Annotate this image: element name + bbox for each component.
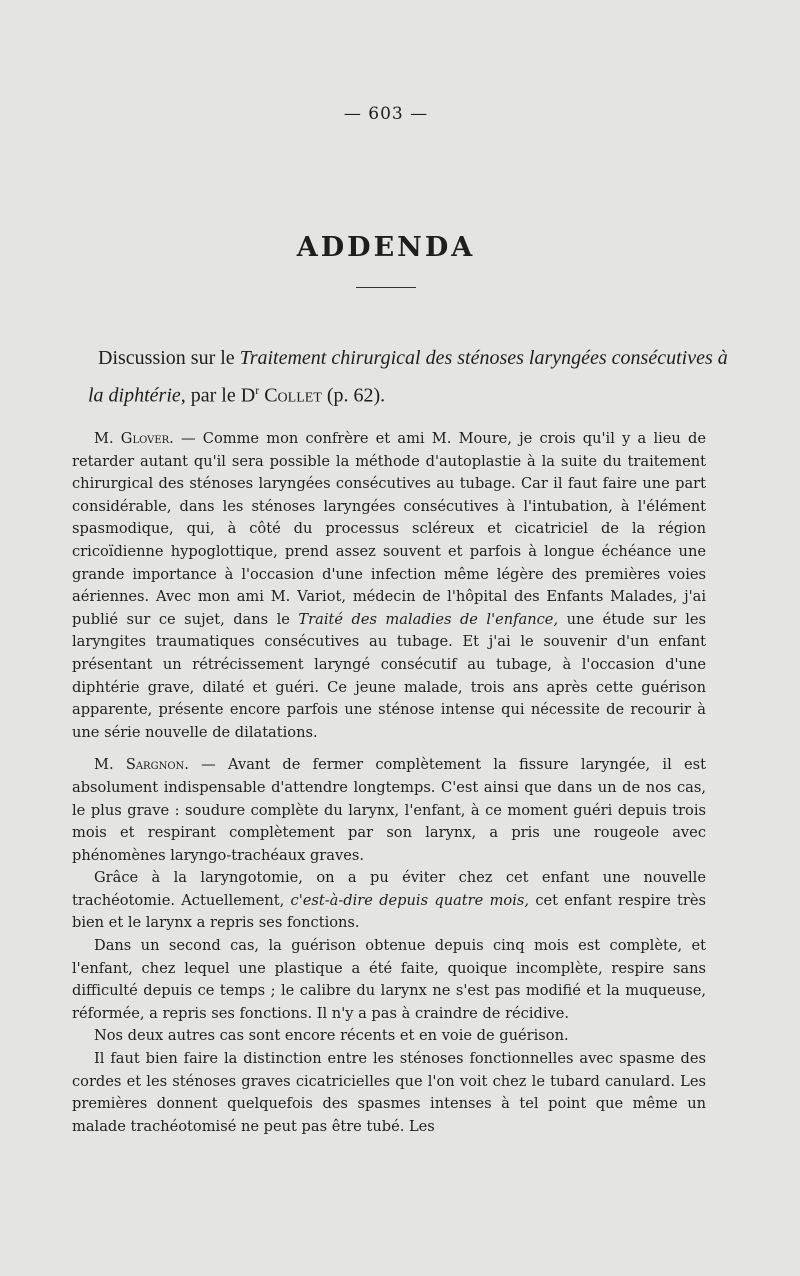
heading-author-sup: r	[255, 383, 260, 397]
paragraph-sargnon	[72, 754, 706, 867]
paragraph-6: Il faut bien faire la distinction entre les sténoses fonctionnelles avec spasme des cordes et les sténoses graves cicatricielles que l'on voit chez le tubard canulard. Les premières donnent quelquefois des spasmes intenses à tel point que même un malade trachéotomisé ne peut pas être tubé. Les	[72, 1050, 706, 1135]
paragraph-4: Dans un second cas, la guérison obtenue depuis cinq mois est complète, et l'enfant, chez lequel une plastique a été faite, quoique incomplète, respire sans difficulté depuis ce temps ; le calibre du larynx ne s'est pas modifié et la muqueuse, réformée, a repris ses fonctions. Il n'y a pas à craindre de récidive.	[72, 937, 706, 1022]
heading-author-prefix: par le D	[185, 384, 256, 407]
title-divider	[356, 287, 416, 288]
sargnon-text: — Avant de fermer complètement la fissure laryngée, il est absolument indispensable d'attendre longtemps. C'est ainsi que dans un de nos cas, le plus grave : soudure complète du larynx, l'enfant, à ce moment guéri depuis trois mois et respirant complètement par son larynx, a pris une rougeole avec phénomènes laryngo-trachéaux graves.	[72, 756, 706, 864]
page-title: ADDENDA	[296, 232, 476, 263]
glover-italic: Traité des maladies de l'enfance,	[298, 610, 559, 628]
heading-prefix: Discussion sur le	[98, 347, 240, 369]
heading-italic-title: Traitement chirurgical des sténoses laryngées consécutives à la diphtérie,	[88, 347, 728, 407]
speaker-sargnon: M. Sargnon.	[94, 756, 189, 774]
glover-text-1: — Comme mon confrère et ami M. Moure, je crois qu'il y a lieu de retarder autant qu'il sera possible la méthode d'autoplastie à la suite du traitement chirurgical des sténoses laryngées consécutives au tubage. Car il faut faire une part considérable, dans les sténoses laryngées consécutives à l'intubation, à l'élément spasmodique, qui, à côté du processus scléreux et cicatriciel de la région cricoïdienne hypoglottique, prend assez souvent et parfois à longue échéance une grande importance à l'occasion d'une infection même légère des premières voies aériennes. Avec mon ami M. Variot, médecin de l'hôpital des Enfants Malades, j'ai publié sur ce sujet, dans le	[72, 430, 706, 628]
paragraph-5: Nos deux autres cas sont encore récents et en voie de guérison.	[94, 1027, 569, 1045]
p3-italic: c'est-à-dire depuis quatre mois,	[290, 891, 530, 909]
section-heading	[88, 342, 728, 412]
paragraph-3	[72, 867, 706, 935]
heading-author-name: Collet	[264, 384, 322, 407]
glover-text-2: une étude sur les laryngites traumatiques consécutives au tubage. Et j'ai le souvenir d'un enfant présentant un rétrécissement laryngé consécutif au tubage, à l'occasion d'une diphtérie grave, dilaté et guéri. Ce jeune malade, trois ans après cette guérison apparente, présente encore parfois une sténose intense qui nécessite de recourir à une série nouvelle de dilatations.	[72, 610, 706, 741]
page-number: — 603 —	[343, 104, 429, 124]
speaker-glover: M. Glover.	[94, 430, 174, 447]
paragraph-glover	[72, 428, 706, 744]
p3-text-1: Grâce à la laryngotomie, on a pu éviter chez cet enfant une nouvelle trachéotomie. Actuellement,	[72, 869, 706, 909]
p3-text-2: cet enfant respire très bien et le larynx a repris ses fonctions.	[72, 891, 706, 932]
heading-page-ref: (p. 62).	[321, 384, 386, 407]
body-text	[72, 428, 706, 1138]
